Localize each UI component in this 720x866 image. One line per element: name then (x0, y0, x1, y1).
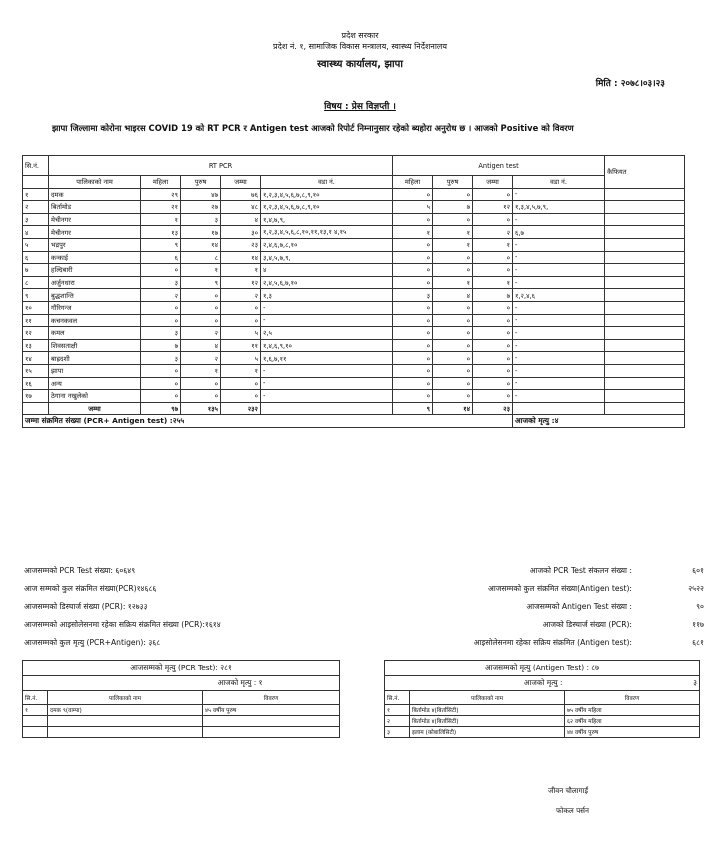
stat-pcr-test-count: आजसम्मको PCR Test संख्या: ६०६४९ (24, 566, 136, 575)
row-antigen-total: ० (473, 390, 513, 403)
table-row (23, 352, 685, 365)
table-row (23, 339, 685, 352)
row-sn: १६ (23, 377, 49, 390)
row-palika: कचनकवल (49, 314, 141, 327)
intro-paragraph: झापा जिल्लामा कोरोना भाइरस COVID 19 को RT PCR र Antigen test आजको रिपोर्ट निम्नानुसार रहेको ब्यहोरा अनुरोध छ । आजको Positive को विवरण (52, 123, 574, 133)
row-antigen-male: ० (433, 377, 473, 390)
table-row (23, 201, 685, 214)
row-antigen-female: ५ (393, 201, 433, 214)
row-remarks (605, 226, 685, 239)
row-ward: १,३ (261, 289, 393, 302)
today-death-summary: आजको मृत्यु :४ (513, 415, 685, 428)
row-ward: १,२,३,४,५,६,७,८,९,१० (261, 188, 393, 201)
row-antigen-female: ० (393, 188, 433, 201)
table-row (385, 705, 700, 716)
row-ward: - (261, 314, 393, 327)
pcr-today-death: आजको मृत्यु : १ (23, 676, 340, 691)
row-ward: ३,४,५,७,९, (261, 251, 393, 264)
row-total: ० (221, 377, 261, 390)
row-palika: हल्दिबारी (49, 264, 141, 277)
row-sn: ६ (23, 251, 49, 264)
row-remarks (605, 352, 685, 365)
row-antigen-female: ० (393, 213, 433, 226)
stat-today-pcr-value: ६०१ (692, 566, 704, 575)
row-remarks (605, 289, 685, 302)
row-antigen-ward: - (513, 314, 605, 327)
row-antigen-male: १ (433, 276, 473, 289)
row-antigen-female: ० (393, 352, 433, 365)
antigen-death-sn: १ (385, 705, 410, 716)
row-antigen-ward: - (513, 264, 605, 277)
row-antigen-ward: - (513, 213, 605, 226)
table-row (23, 238, 685, 251)
stat-pcr-isolation: आजसम्मको आइसोलेसनमा रहेका सक्रिय संक्रमित संख्या (PCR):१६१४ (24, 620, 221, 629)
remarks-header: कैफियत (605, 156, 685, 189)
pcr-death-name-header: पालिकाको नाम (48, 691, 203, 705)
row-total: ० (221, 390, 261, 403)
row-antigen-ward: - (513, 188, 605, 201)
antigen-death-detail: ४४ वर्षीय पुरुष (565, 727, 700, 738)
row-ward: १,२,३,४,५,६,८,१०,११,१३,१ ४,१५ (261, 226, 393, 239)
row-palika: गौरिगन्ज (49, 301, 141, 314)
row-remarks (605, 377, 685, 390)
stat-today-discharge-value: ११७ (692, 620, 704, 629)
row-ward: ४ (261, 264, 393, 277)
row-remarks (605, 364, 685, 377)
row-antigen-male: ० (433, 301, 473, 314)
row-female: ९ (141, 238, 181, 251)
row-male: ० (181, 377, 221, 390)
row-antigen-female: ० (393, 390, 433, 403)
table-row (23, 705, 340, 716)
stat-antigen-isolation-label: आइसोलेसनमा रहेका सक्रिय संक्रमित (Antigen test): (473, 638, 632, 647)
row-antigen-total: ० (473, 352, 513, 365)
row-total: ७६ (221, 188, 261, 201)
total-infected-summary: जम्मा संक्रमित संख्या (PCR+ Antigen test) :२५५ (23, 415, 513, 428)
pcr-death-detail-header: विवरण (203, 691, 340, 705)
row-female: ३ (141, 276, 181, 289)
antigen-header: Antigen test (393, 156, 605, 176)
row-female: ० (141, 377, 181, 390)
row-total: ३० (221, 226, 261, 239)
row-antigen-ward: - (513, 339, 605, 352)
row-female: ० (141, 364, 181, 377)
row-total: ४ (221, 213, 261, 226)
row-antigen-ward: - (513, 327, 605, 340)
statistics-block (24, 566, 704, 656)
row-sn: १ (23, 188, 49, 201)
total-antigen-male: १४ (433, 402, 473, 415)
antigen-death-title: आजसम्मको मृत्यु (Antigen Test) : ८७ (385, 661, 700, 676)
pcr-death-detail: ४५ वर्षीय पुरुष (203, 705, 340, 716)
total-male: १३५ (181, 402, 221, 415)
row-male: १ (181, 364, 221, 377)
row-male: ० (181, 314, 221, 327)
table-row (23, 390, 685, 403)
pcr-death-name: दमक ९(वाम्पा) (48, 705, 203, 716)
antigen-female-header: महिला (393, 176, 433, 189)
row-palika: अन्य (49, 377, 141, 390)
row-remarks (605, 301, 685, 314)
row-male: १ (181, 264, 221, 277)
row-female: ० (141, 301, 181, 314)
row-palika: कमल (49, 327, 141, 340)
row-antigen-total: ० (473, 251, 513, 264)
antigen-death-name: इलाम (कोबालिसिटी) (410, 727, 565, 738)
row-antigen-total: १ (473, 276, 513, 289)
rtpcr-header: RT PCR (49, 156, 393, 176)
row-antigen-total: १२ (473, 201, 513, 214)
row-ward: - (261, 377, 393, 390)
positive-cases-table (22, 155, 685, 428)
row-sn: ४ (23, 226, 49, 239)
row-sn: १७ (23, 390, 49, 403)
row-antigen-male: ० (433, 352, 473, 365)
table-row (23, 276, 685, 289)
table-row (23, 377, 685, 390)
antigen-death-detail: ६२ वर्षीय महिला (565, 716, 700, 727)
row-antigen-male: ० (433, 314, 473, 327)
pcr-death-title: आजसम्मको मृत्यु (PCR Test): २८१ (23, 661, 340, 676)
row-antigen-total: ० (473, 314, 513, 327)
row-antigen-total: २ (473, 226, 513, 239)
row-remarks (605, 314, 685, 327)
stat-antigen-count-value: ९० (696, 602, 704, 611)
antigen-death-name: बिर्तामोड ४(बिर्तासिटी) (410, 705, 565, 716)
row-antigen-male: ० (433, 364, 473, 377)
row-male: ० (181, 289, 221, 302)
row-ward: १,२,३,४,५,६,७,८,९,१० (261, 201, 393, 214)
row-antigen-female: ० (393, 364, 433, 377)
row-antigen-male: ७ (433, 201, 473, 214)
row-antigen-total: ७ (473, 289, 513, 302)
row-ward: - (261, 364, 393, 377)
row-total: २३ (221, 238, 261, 251)
row-antigen-male: ० (433, 213, 473, 226)
row-palika: ठेगाना नखुलेको (49, 390, 141, 403)
row-antigen-ward: - (513, 390, 605, 403)
stat-antigen-isolation-value: ६८१ (692, 638, 704, 647)
row-palika: दमक (49, 188, 141, 201)
row-female: ३ (141, 327, 181, 340)
row-female: २१ (141, 201, 181, 214)
row-male: २७ (181, 201, 221, 214)
row-ward: १,६,७,११ (261, 352, 393, 365)
row-antigen-total: ० (473, 301, 513, 314)
antigen-death-name-header: पालिकाको नाम (410, 691, 565, 705)
total-female: ९७ (141, 402, 181, 415)
row-antigen-female: ० (393, 276, 433, 289)
table-row (23, 314, 685, 327)
row-antigen-male: ० (433, 339, 473, 352)
row-female: ० (141, 390, 181, 403)
row-antigen-male: ० (433, 264, 473, 277)
row-male: ० (181, 301, 221, 314)
antigen-death-sn: ३ (385, 727, 410, 738)
row-total: ५ (221, 352, 261, 365)
row-palika: मेचीनगर (49, 226, 141, 239)
row-male: २ (181, 352, 221, 365)
row-female: ० (141, 264, 181, 277)
row-sn: ७ (23, 264, 49, 277)
row-male: १४ (181, 238, 221, 251)
row-total: १४ (221, 251, 261, 264)
row-antigen-total: ० (473, 327, 513, 340)
row-female: १३ (141, 226, 181, 239)
date-label: मिति : २०७८।०३।२३ (595, 79, 665, 89)
antigen-today-death-value: ३ (565, 676, 700, 691)
row-remarks (605, 201, 685, 214)
row-antigen-total: ० (473, 264, 513, 277)
row-antigen-male: ० (433, 390, 473, 403)
row-total: ११ (221, 339, 261, 352)
palika-header: पालिकाको नाम (49, 176, 141, 189)
row-antigen-female: ० (393, 314, 433, 327)
row-palika: झापा (49, 364, 141, 377)
row-antigen-female: ० (393, 264, 433, 277)
antigen-total-header: जम्मा (473, 176, 513, 189)
row-palika: बिर्तामोड (49, 201, 141, 214)
row-remarks (605, 213, 685, 226)
row-palika: कन्काई (49, 251, 141, 264)
total-all: २३२ (221, 402, 261, 415)
row-female: ० (141, 314, 181, 327)
row-antigen-ward: १,२,४,६ (513, 289, 605, 302)
row-antigen-male: ० (433, 251, 473, 264)
row-remarks (605, 339, 685, 352)
row-remarks (605, 238, 685, 251)
row-ward: १,४,६,९,१० (261, 339, 393, 352)
row-palika: बुद्धशान्ति (49, 289, 141, 302)
table-row (385, 716, 700, 727)
antigen-death-name: बिर्तामोड ४(बिर्तासिटी) (410, 716, 565, 727)
row-male: २ (181, 327, 221, 340)
row-ward: २,४,५,६,७,१० (261, 276, 393, 289)
pcr-death-table (22, 660, 340, 738)
subject-line: विषय : प्रेस विज्ञप्ती । (324, 102, 396, 112)
row-female: ७ (141, 339, 181, 352)
row-total: ० (221, 301, 261, 314)
row-antigen-female: ० (393, 251, 433, 264)
row-female: २ (141, 289, 181, 302)
table-row (23, 301, 685, 314)
row-palika: शिवसताक्षी (49, 339, 141, 352)
row-sn: ११ (23, 314, 49, 327)
row-sn: १४ (23, 352, 49, 365)
stat-antigen-count-label: आजसम्मको Antigen Test संख्या : (526, 602, 632, 611)
antigen-today-death: आजको मृत्यु : (385, 676, 565, 691)
total-header: जम्मा (221, 176, 261, 189)
female-header: महिला (141, 176, 181, 189)
stat-total-death: आजसम्मको कुल मृत्यु (PCR+Antigen): ३६८ (24, 638, 161, 647)
stat-pcr-infected: आज सम्मको कुल संक्रमित संख्या(PCR)१४६८६ (24, 584, 157, 593)
row-antigen-ward: ६,७ (513, 226, 605, 239)
row-sn: ५ (23, 238, 49, 251)
row-antigen-ward: - (513, 352, 605, 365)
table-row (23, 289, 685, 302)
table-row (23, 188, 685, 201)
total-antigen-female: ९ (393, 402, 433, 415)
row-sn: १२ (23, 327, 49, 340)
antigen-death-sn-header: सि.नं. (385, 691, 410, 705)
stat-pcr-discharge: आजसम्मको डिस्चार्ज संख्या (PCR): १२७३३ (24, 602, 148, 611)
stat-today-pcr-label: आजको PCR Test संकलन संख्या : (529, 566, 632, 575)
table-row (23, 264, 685, 277)
table-row (23, 364, 685, 377)
row-antigen-ward: - (513, 377, 605, 390)
row-remarks (605, 327, 685, 340)
stat-today-discharge-label: आजको डिस्चार्ज संख्या (PCR): (542, 620, 632, 629)
antigen-death-detail: ७५ वर्षीय महिला (565, 705, 700, 716)
row-antigen-total: ० (473, 377, 513, 390)
row-antigen-total: ० (473, 364, 513, 377)
total-antigen-all: २३ (473, 402, 513, 415)
row-ward: २,५ (261, 327, 393, 340)
stat-antigen-infected-value: २५२२ (688, 584, 704, 593)
table-row (23, 213, 685, 226)
pcr-death-sn: १ (23, 705, 48, 716)
row-ward: २,४,६,७,८,१० (261, 238, 393, 251)
table-row (23, 327, 685, 340)
row-sn: १० (23, 301, 49, 314)
row-total: ० (221, 314, 261, 327)
row-sn: १५ (23, 364, 49, 377)
row-male: ४७ (181, 188, 221, 201)
row-remarks (605, 264, 685, 277)
row-antigen-ward: - (513, 301, 605, 314)
antigen-ward-header: वडा नं. (513, 176, 605, 189)
totals-label: जम्मा (49, 402, 141, 415)
row-antigen-male: ० (433, 188, 473, 201)
row-sn: २ (23, 201, 49, 214)
row-remarks (605, 251, 685, 264)
row-antigen-total: ० (473, 213, 513, 226)
signatory-name: जीवन चौलागाईं (548, 786, 589, 795)
row-antigen-total: ० (473, 339, 513, 352)
antigen-male-header: पुरुष (433, 176, 473, 189)
row-remarks (605, 188, 685, 201)
row-total: १ (221, 364, 261, 377)
row-sn: १३ (23, 339, 49, 352)
row-male: ९ (181, 276, 221, 289)
antigen-death-table (384, 660, 700, 738)
antigen-death-detail-header: विवरण (565, 691, 700, 705)
header-office: स्वास्थ्य कार्यालय, झापा (317, 59, 403, 70)
pcr-death-sn-header: सि.नं. (23, 691, 48, 705)
row-ward: - (261, 301, 393, 314)
stat-antigen-infected-label: आजसम्मको कुल संक्रमित संख्या(Antigen test): (488, 584, 632, 593)
row-antigen-female: ० (393, 327, 433, 340)
male-header: पुरुष (181, 176, 221, 189)
row-antigen-male: ४ (433, 289, 473, 302)
row-sn: ८ (23, 276, 49, 289)
row-total: १२ (221, 276, 261, 289)
row-sn: ३ (23, 213, 49, 226)
row-female: २९ (141, 188, 181, 201)
row-antigen-ward: - (513, 276, 605, 289)
header-government: प्रदेश सरकार (341, 31, 379, 40)
row-palika: मेचीनगर (49, 213, 141, 226)
row-female: ३ (141, 352, 181, 365)
row-palika: अर्जुनधारा (49, 276, 141, 289)
row-antigen-female: १ (393, 226, 433, 239)
row-antigen-total: १ (473, 238, 513, 251)
row-antigen-female: ० (393, 377, 433, 390)
row-antigen-total: ० (473, 188, 513, 201)
row-sn: ९ (23, 289, 49, 302)
signatory-title: फोकल पर्सन (556, 806, 590, 815)
row-antigen-ward: १,३,४,५,७,९, (513, 201, 605, 214)
row-antigen-female: ३ (393, 289, 433, 302)
row-palika: भद्रपुर (49, 238, 141, 251)
row-antigen-male: १ (433, 226, 473, 239)
row-antigen-female: ० (393, 301, 433, 314)
row-antigen-ward: - (513, 238, 605, 251)
row-total: ५ (221, 327, 261, 340)
row-antigen-female: ० (393, 238, 433, 251)
antigen-death-sn: २ (385, 716, 410, 727)
row-total: ४८ (221, 201, 261, 214)
row-remarks (605, 390, 685, 403)
row-total: २ (221, 289, 261, 302)
row-antigen-male: ० (433, 327, 473, 340)
header-ministry: प्रदेश नं. १, सामाजिक विकास मन्त्रालय, स्वास्थ्य निर्देशनालय (273, 42, 447, 51)
row-female: १ (141, 213, 181, 226)
row-ward: - (261, 390, 393, 403)
row-remarks (605, 276, 685, 289)
row-palika: बाह्रदशी (49, 352, 141, 365)
row-male: ० (181, 390, 221, 403)
row-male: ४ (181, 339, 221, 352)
row-antigen-male: १ (433, 238, 473, 251)
table-row (23, 226, 685, 239)
row-ward: १,४,७,९, (261, 213, 393, 226)
ward-header: वडा नं. (261, 176, 393, 189)
row-antigen-ward: - (513, 364, 605, 377)
sn-header: सि.नं. (23, 156, 49, 176)
row-male: ३ (181, 213, 221, 226)
row-male: ८ (181, 251, 221, 264)
row-antigen-ward: - (513, 251, 605, 264)
table-row (23, 251, 685, 264)
row-antigen-female: ० (393, 339, 433, 352)
table-row (385, 727, 700, 738)
row-female: ६ (141, 251, 181, 264)
row-male: १७ (181, 226, 221, 239)
row-total: १ (221, 264, 261, 277)
